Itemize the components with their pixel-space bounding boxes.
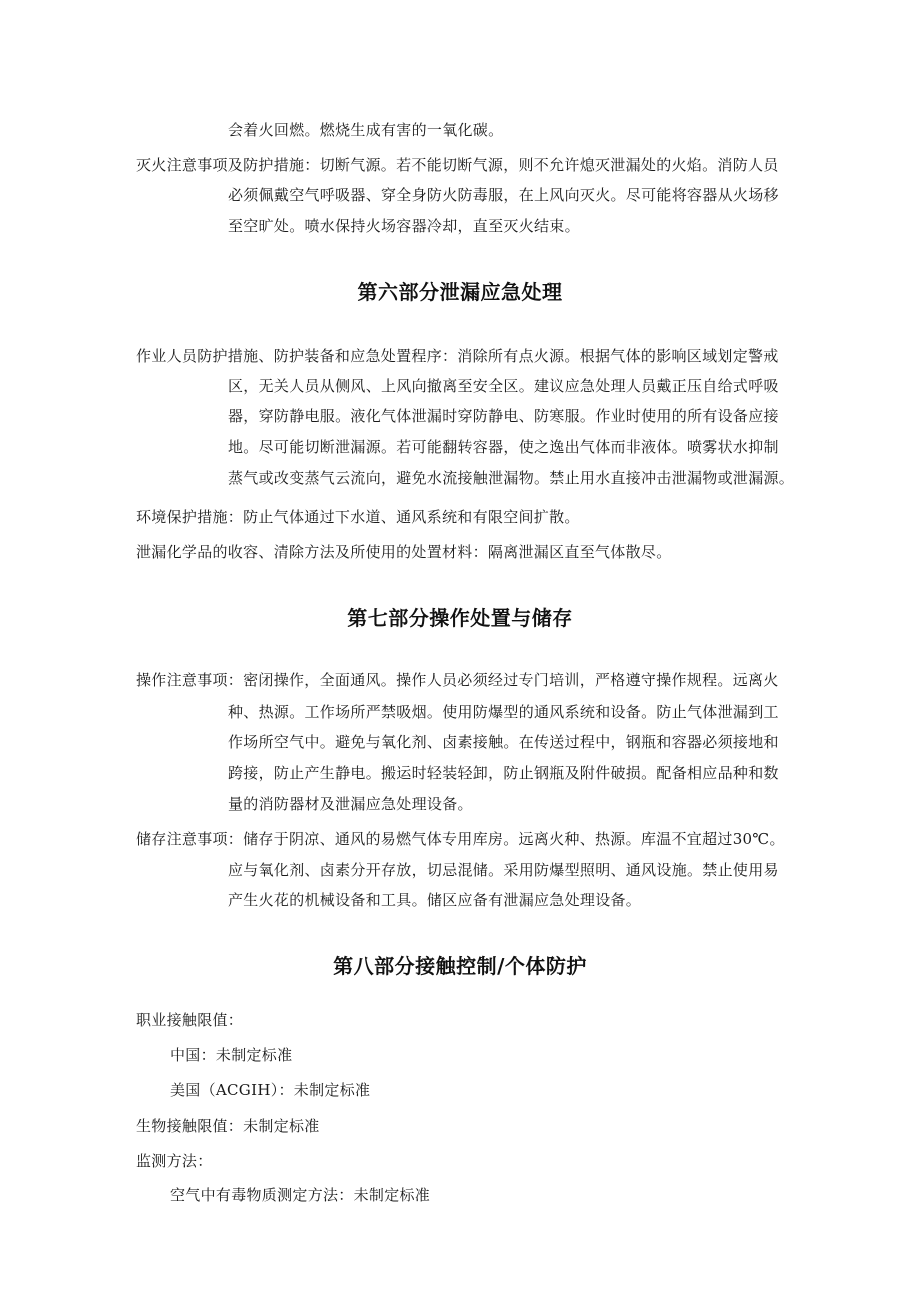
section-6-text-line: 泄漏化学品的收容、清除方法及所使用的处置材料：隔离泄漏区直至气体散尽。: [136, 543, 672, 561]
section-7-heading: 第七部分操作处置与储存: [347, 606, 573, 630]
section-6-text-line: 环境保护措施：防止气体通过下水道、通风系统和有限空间扩散。: [136, 508, 580, 526]
section-7-text-line: 产生火花的机械设备和工具。储区应备有泄漏应急处理设备。: [228, 891, 642, 909]
section-6-text-line: 器，穿防静电服。液化气体泄漏时穿防静电、防寒服。作业时使用的所有设备应接: [228, 407, 779, 425]
section-6-text-line: 作业人员防护措施、防护装备和应急处置程序：消除所有点火源。根据气体的影响区域划定警戒: [136, 347, 779, 365]
section-7-text-line: 量的消防器材及泄漏应急处理设备。: [228, 795, 473, 813]
section-8-text-line: 生物接触限值：未制定标准: [136, 1117, 320, 1135]
section-7-text-line: 跨接，防止产生静电。搬运时轻装轻卸，防止钢瓶及附件破损。配备相应品种和数: [228, 764, 779, 782]
section-7-text-line: 操作注意事项：密闭操作，全面通风。操作人员必须经过专门培训，严格遵守操作规程。远离火: [136, 671, 779, 689]
section-8-text-line: 监测方法：: [136, 1152, 213, 1170]
section-7-text-line: 应与氧化剂、卤素分开存放，切忌混储。采用防爆型照明、通风设施。禁止使用易: [228, 861, 779, 879]
fire-text-line: 灭火注意事项及防护措施：切断气源。若不能切断气源，则不允许熄灭泄漏处的火焰。消防人员: [136, 156, 779, 174]
section-8-text-line: 美国（ACGIH）：未制定标准: [170, 1081, 371, 1099]
fire-text-line: 至空旷处。喷水保持火场容器冷却，直至灭火结束。: [228, 217, 580, 235]
section-6-text-line: 地。尽可能切断泄漏源。若可能翻转容器，使之逸出气体而非液体。喷雾状水抑制: [228, 438, 779, 456]
section-6-text-line: 蒸气或改变蒸气云流向，避免水流接触泄漏物。禁止用水直接冲击泄漏物或泄漏源。: [228, 469, 795, 487]
section-8-text-line: 职业接触限值：: [136, 1011, 244, 1029]
section-8-text-line: 中国：未制定标准: [170, 1046, 293, 1064]
section-7-text-line: 种、热源。工作场所严禁吸烟。使用防爆型的通风系统和设备。防止气体泄漏到工: [228, 703, 779, 721]
section-6-text-line: 区，无关人员从侧风、上风向撤离至安全区。建议应急处理人员戴正压自给式呼吸: [228, 377, 779, 395]
section-7-text-line: 作场所空气中。避免与氧化剂、卤素接触。在传送过程中，钢瓶和容器必须接地和: [228, 733, 779, 751]
section-6-heading: 第六部分泄漏应急处理: [357, 280, 563, 304]
section-8-heading: 第八部分接触控制/个体防护: [333, 954, 587, 978]
fire-text-line: 必须佩戴空气呼吸器、穿全身防火防毒服，在上风向灭火。尽可能将容器从火场移: [228, 186, 779, 204]
fire-text-line: 会着火回燃。燃烧生成有害的一氧化碳。: [228, 121, 504, 139]
section-8-text-line: 空气中有毒物质测定方法：未制定标准: [170, 1186, 431, 1204]
section-7-text-line: 储存注意事项：储存于阴凉、通风的易燃气体专用库房。远离火种、热源。库温不宜超过30℃。: [136, 830, 785, 848]
